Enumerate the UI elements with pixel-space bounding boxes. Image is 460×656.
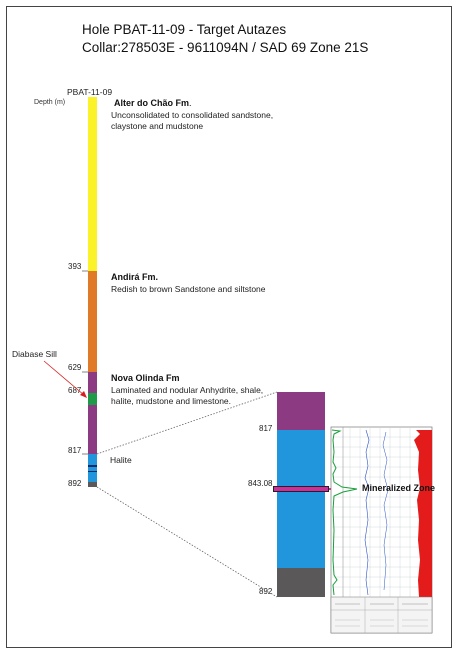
depth-label-629: 629 — [68, 363, 82, 372]
title-line-1: Hole PBAT-11-09 - Target Autazes — [82, 22, 287, 37]
formation-desc-alter: Unconsolidated to consolidated sandstone, claystone and mudstone — [111, 110, 274, 131]
formation-name-halite: Halite — [110, 455, 132, 465]
mineralized-zone-label: Mineralized Zone — [362, 483, 436, 493]
hole-label: PBAT-11-09 — [67, 87, 113, 97]
diabase-arrow-line — [44, 361, 84, 395]
zoom-depth-843: 843.08 — [248, 479, 273, 488]
depth-header: Depth (m) — [34, 99, 66, 106]
depth-label-892: 892 — [68, 479, 82, 488]
well-log-panel — [331, 427, 432, 633]
zoom-depth-892: 892 — [259, 587, 273, 596]
zoom-depth-817: 817 — [259, 424, 273, 433]
depth-label-393: 393 — [68, 262, 82, 271]
depth-label-817: 817 — [68, 446, 82, 455]
formation-name-alter: Alter do Chão Fm. — [114, 98, 192, 108]
formation-desc-andira: Redish to brown Sandstone and siltstone — [111, 284, 266, 294]
zoom-connector-top — [97, 392, 277, 454]
formation-name-nova-olinda: Nova Olinda Fm — [111, 373, 180, 383]
zoom-connector-bottom — [97, 487, 277, 597]
diabase-sill-label: Diabase Sill — [12, 349, 57, 359]
depth-label-687: 687 — [68, 386, 82, 395]
well-log-header-block — [331, 597, 432, 633]
formation-desc-nova-olinda: Laminated and nodular Anhydrite, shale, halite, mudstone and limestone. — [111, 385, 264, 406]
title-line-2: Collar:278503E - 9611094N / SAD 69 Zone 21S — [82, 40, 369, 55]
formation-name-andira: Andirá Fm. — [111, 272, 159, 282]
